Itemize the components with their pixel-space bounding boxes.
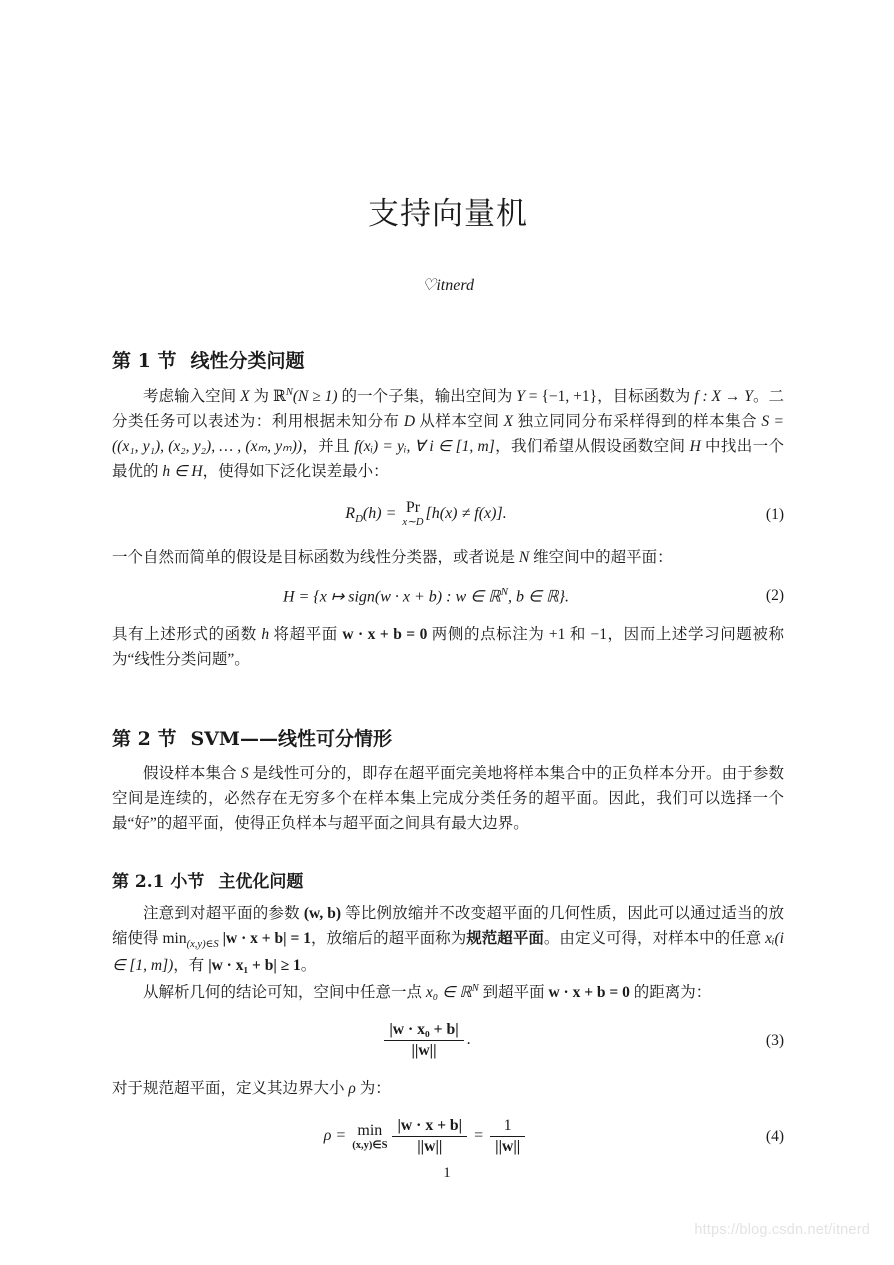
section-2-label: 第 2 节 <box>112 727 177 750</box>
text-run: 一个自然而简单的假设是目标函数为线性分类器，或者说是 <box>112 548 519 566</box>
eq4-lhs: ρ = <box>323 1127 351 1145</box>
text-run: 。由定义可得，对样本中的任意 <box>543 929 766 947</box>
text-run: 。 <box>300 956 317 974</box>
math-dim-N: N <box>518 548 530 566</box>
section-1-title: 线性分类问题 <box>190 350 305 373</box>
text-run: 的一个子集，输出空间为 <box>337 388 517 406</box>
eq2-text: H = {x ↦ sign(w · x + b) : w ∈ ℝ <box>282 588 501 606</box>
equation-4 <box>112 1117 784 1156</box>
text-run: 从解析几何的结论可知，空间中任意一点 <box>143 984 426 1002</box>
text-run: 等比例放缩并不改变超平面的几何性质，因此可以通过适当的放缩使得 <box>112 904 784 947</box>
eq1-lhs: R <box>345 505 356 523</box>
math-label-condition: f(xᵢ) = yᵢ, ∀ i ∈ [1, m] <box>354 438 495 456</box>
subsection-2-1-paragraph-2 <box>112 980 784 1005</box>
subsection-2-1-label: 第 2.1 小节 <box>112 871 205 892</box>
text-run: 为 <box>249 388 273 406</box>
eq4-op-limit: (x,y)∈S <box>352 1139 388 1151</box>
eq2-tail: , b ∈ ℝ}. <box>508 588 570 606</box>
subsection-2-1-title: 主优化问题 <box>218 871 304 892</box>
text-run: 对于规范超平面，定义其边界大小 <box>112 1080 349 1098</box>
math-exponent-N: N <box>285 386 293 398</box>
section-heading-2 <box>112 727 784 752</box>
math-sample-S: S <box>240 765 249 783</box>
equation-3-body <box>112 1021 740 1060</box>
text-run: 。二分类任务可以表述为：利用根据未知分布 <box>112 388 784 431</box>
math-hypothesis-h: h ∈ H <box>162 463 203 481</box>
math-var-X: X <box>503 413 514 431</box>
page-title: 支持向量机 <box>368 196 528 232</box>
eq4-numerator-1: |w · x + b| <box>392 1117 467 1137</box>
text-run: 从样本空间 <box>415 413 504 431</box>
equation-4-body <box>112 1117 740 1156</box>
equation-3-number: (3) <box>765 1031 784 1049</box>
eq4-fraction-2 <box>490 1117 525 1156</box>
eq4-equals: = <box>470 1127 488 1145</box>
eq4-numerator-2: 1 <box>490 1117 525 1137</box>
eq1-arg: (h) = <box>362 505 401 523</box>
math-min-op: min <box>162 929 187 947</box>
math-x0: x₀ ∈ ℝ <box>425 984 472 1002</box>
subsection-2-1-paragraph-3 <box>112 1076 784 1101</box>
text-run: ，使得如下泛化误差最小： <box>202 463 389 481</box>
text-run: 是线性可分的，即存在超平面完美地将样本集合中的正负样本分开。由于参数空间是连续的，必然存在无穷多个在样本集上完成分类任务的超平面。因此，我们可以选择一个最“好”的超平面，使得正负样本与超平面之间具有最大边界。 <box>112 765 784 833</box>
text-run: ，目标函数为 <box>597 388 695 406</box>
text-run: 到超平面 <box>478 984 549 1002</box>
section-1-label: 第 1 节 <box>112 350 177 373</box>
math-inequality: |w · x₁ + b| ≥ 1 <box>208 956 301 974</box>
math-label-set: = {−1, +1} <box>524 388 598 406</box>
eq4-denominator-2: ||w|| <box>495 1138 521 1156</box>
text-run: 独立同同分布采样得到的样本集合 <box>513 413 762 431</box>
subsection-2-1-paragraph-1 <box>112 901 784 978</box>
text-run: ，放缩后的超平面称为 <box>310 929 467 947</box>
author-line: ♡itnerd <box>422 277 474 295</box>
text-run: 两侧的点标注为 +1 和 −1，因而上述学习问题被称为“线性分类问题”。 <box>112 626 784 669</box>
eq3-tail: . <box>466 1031 471 1049</box>
equation-1-number: (1) <box>765 505 784 523</box>
subsection-heading-2-1 <box>112 871 784 893</box>
page-content <box>112 0 784 1172</box>
text-run: 假设样本集合 <box>143 765 241 783</box>
eq1-rhs: [h(x) ≠ f(x)]. <box>425 505 507 523</box>
equation-3 <box>112 1021 784 1060</box>
eq1-op: Pr <box>405 499 421 517</box>
math-target-function: f : X → Y <box>694 388 753 406</box>
equation-4-number: (4) <box>765 1127 784 1145</box>
math-xi: xᵢ(i ∈ [1, m]) <box>112 929 784 974</box>
text-run: 将超平面 <box>269 626 343 644</box>
math-condition: (N ≥ 1) <box>292 388 338 406</box>
math-blackboard-R: ℝ <box>272 387 286 406</box>
equation-2 <box>112 586 784 606</box>
math-params: (w, b) <box>303 904 342 922</box>
text-run: 考虑输入空间 <box>143 388 241 406</box>
eq1-lhs-sub: D <box>355 513 363 526</box>
math-hypothesis-space: H <box>689 438 701 456</box>
eq1-pr-operator <box>402 500 423 528</box>
eq4-denominator-1: ||w|| <box>417 1138 443 1156</box>
section-1-paragraph-3 <box>112 622 784 672</box>
eq1-op-limit: x∼D <box>402 517 424 529</box>
text-run: 中找出一个最优的 <box>112 438 784 481</box>
page-number: 1 <box>443 1165 451 1181</box>
equation-2-body <box>112 586 740 606</box>
text-run: 注意到对超平面的参数 <box>143 904 304 922</box>
text-run: ，有 <box>173 956 209 974</box>
math-dist-D: D <box>403 413 416 431</box>
math-hyperplane: w · x + b = 0 <box>342 626 428 644</box>
math-h: h <box>261 626 270 644</box>
watermark: https://blog.csdn.net/itnerd <box>694 1222 870 1238</box>
section-1-paragraph-1 <box>112 384 784 485</box>
eq4-op: min <box>357 1121 383 1139</box>
math-sample-set: S = ((x₁, y₁), (x₂, y₂), … , (xₘ, yₘ)) <box>112 413 784 456</box>
eq2-exponent: N <box>500 585 508 598</box>
math-rho: ρ <box>348 1080 356 1098</box>
math-min-expression: |w · x + b| = 1 <box>218 929 311 947</box>
term-canonical-hyperplane: 规范超平面 <box>466 929 544 947</box>
text-run: 具有上述形式的函数 <box>112 626 262 644</box>
eq3-fraction <box>384 1021 463 1060</box>
eq4-min-operator <box>352 1123 387 1151</box>
section-2-title: SVM——线性可分情形 <box>190 727 392 750</box>
math-var-X: X <box>240 388 250 406</box>
text-run: 为： <box>355 1080 391 1098</box>
text-run: ，并且 <box>302 438 355 456</box>
text-run: 的距离为： <box>629 984 712 1002</box>
math-x0-exponent: N <box>471 983 479 995</box>
eq4-fraction-1 <box>392 1117 467 1156</box>
math-min-limit: (x,y)∈S <box>186 938 219 950</box>
eq3-numerator: |w · x₀ + b| <box>384 1021 463 1041</box>
math-hyperplane: w · x + b = 0 <box>548 984 630 1002</box>
equation-1 <box>112 500 784 528</box>
math-var-Y: Y <box>516 388 525 406</box>
equation-2-number: (2) <box>765 587 784 605</box>
section-2-paragraph-1 <box>112 761 784 836</box>
section-1-paragraph-2 <box>112 545 784 570</box>
text-run: 维空间中的超平面： <box>529 548 673 566</box>
text-run: ，我们希望从假设函数空间 <box>494 438 690 456</box>
equation-1-body <box>112 500 740 528</box>
section-heading-1 <box>112 349 784 374</box>
eq3-denominator: ||w|| <box>411 1042 437 1060</box>
